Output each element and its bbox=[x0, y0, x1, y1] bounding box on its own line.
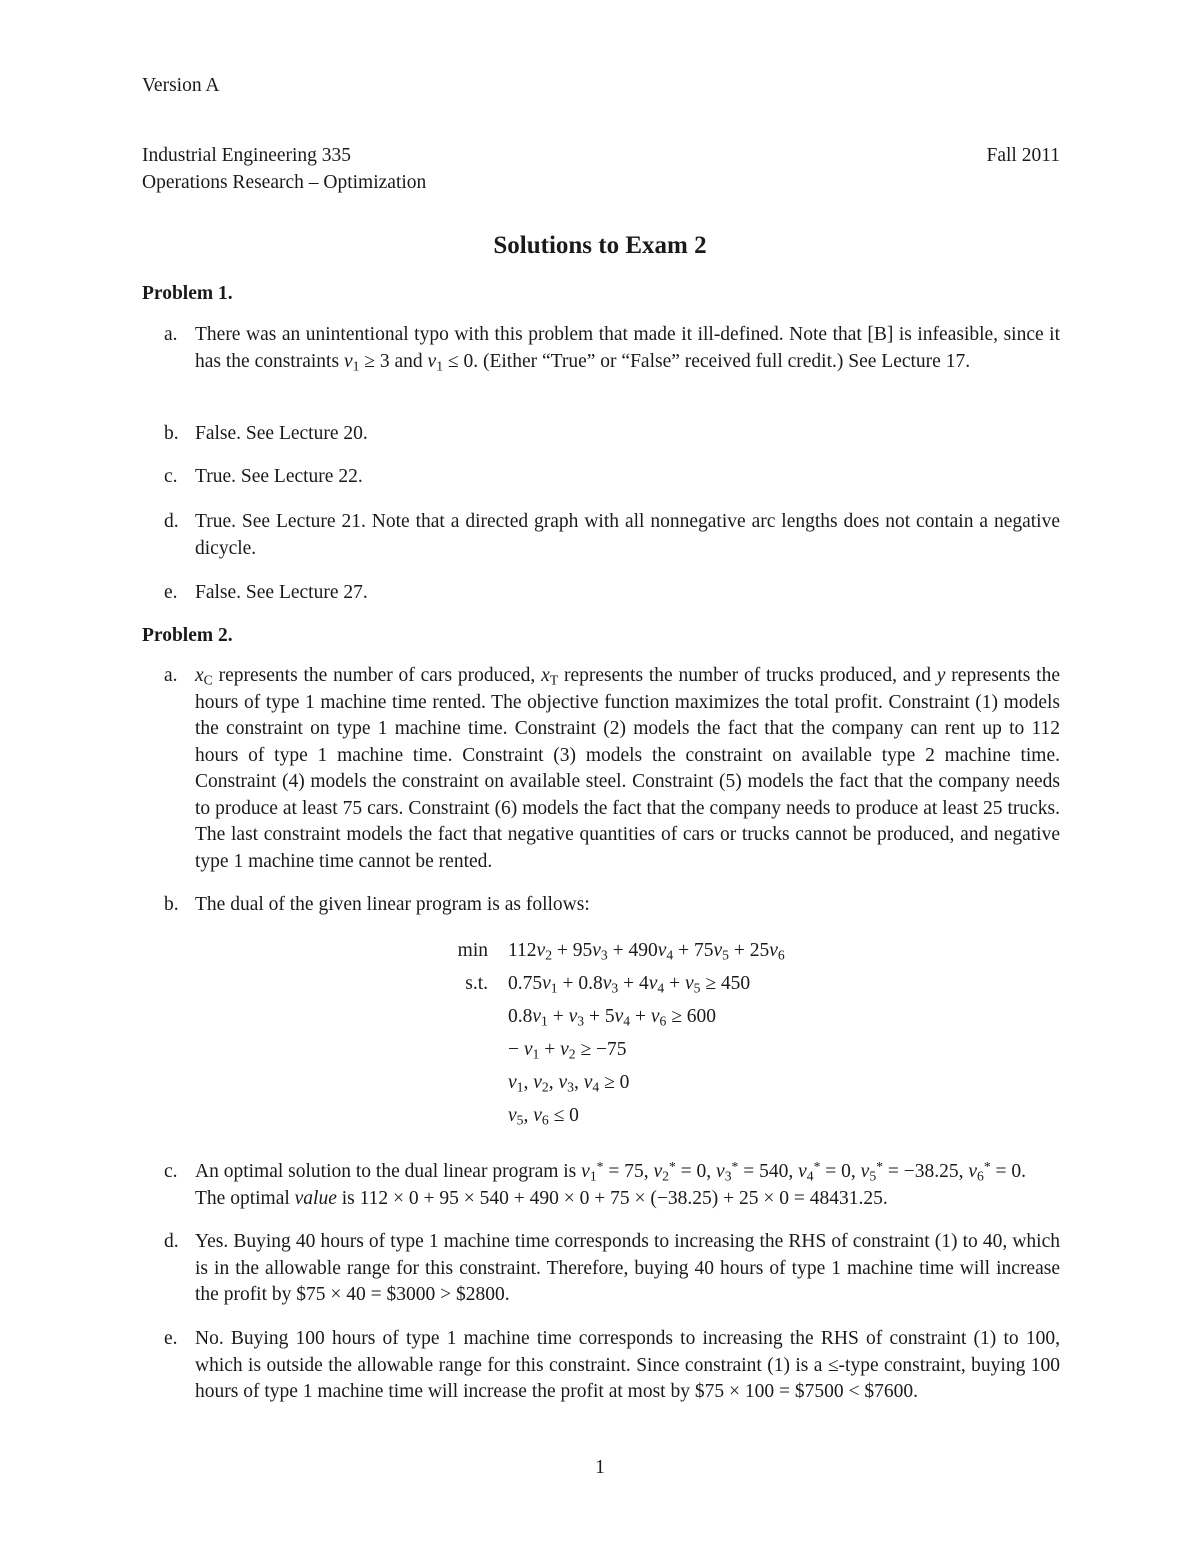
term-label: Fall 2011 bbox=[986, 145, 1060, 166]
part-label: c. bbox=[164, 1161, 178, 1182]
part-text: There was an unintentional typo with this problem that made it ill-defined. Note that [B] is infeasible, since it has the constraints $v_1 \ge 3$ and $v_1 \le 0$. (Either “True” or “False” received full credit.) See Lecture 17. bbox=[195, 324, 1060, 373]
problem-2-part-d bbox=[164, 1229, 1060, 1309]
lp-constraint-expr: $0.75v_1 + 0.8v_3 + 4v_4 + v_5 \ge 450$ bbox=[508, 973, 751, 996]
problem-1-part-d bbox=[164, 509, 1060, 562]
course-subtitle: Operations Research – Optimization bbox=[142, 172, 427, 193]
page-number: 1 bbox=[595, 1457, 605, 1478]
part-label: c. bbox=[164, 466, 178, 487]
version-label: Version A bbox=[142, 75, 220, 96]
part-label: b. bbox=[164, 894, 179, 915]
problem-1-heading: Problem 1. bbox=[142, 283, 233, 304]
course-name: Industrial Engineering 335 bbox=[142, 145, 352, 166]
problem-1-part-c bbox=[164, 464, 1060, 491]
part-text: An optimal solution to the dual linear program is $v_1^* = 75$, $v_2^* = 0$, $v_3^* = 540$, $v_4^* = 0$, $v_5^* = -38.25$, $v_6^* = 0$. The optimal value is 112 × 0 + 95 × 540 + 490 × 0 + 75 × (−38.25) + 25 × 0 = 48431.25. bbox=[195, 1158, 1027, 1209]
problem-2-heading: Problem 2. bbox=[142, 625, 233, 646]
part-text: False. See Lecture 20. bbox=[195, 423, 368, 444]
part-label: d. bbox=[164, 511, 179, 532]
lp-constraint-expr: $0.8v_1 + v_3 + 5v_4 + v_6 \ge 600$ bbox=[508, 1006, 717, 1029]
part-text: True. See Lecture 22. bbox=[195, 466, 363, 487]
part-label: e. bbox=[164, 582, 178, 603]
part-label: b. bbox=[164, 423, 179, 444]
problem-1-part-a bbox=[164, 322, 1060, 375]
part-label: d. bbox=[164, 1231, 179, 1252]
problem-1-part-e bbox=[164, 580, 1060, 607]
part-text: False. See Lecture 27. bbox=[195, 582, 368, 603]
part-text: Yes. Buying 40 hours of type 1 machine time corresponds to increasing the RHS of constraint (1) to 40, which is in the allowable range for this constraint. Therefore, buying 40 hours of type 1 machine time will increase the profit by $75 × 40 = $3000 > $2800. bbox=[195, 1231, 1060, 1305]
lp-min-label: min bbox=[457, 940, 488, 961]
lp-constraint-expr: $v_1$, $v_2$, $v_3$, $v_4 \ge 0$ bbox=[508, 1072, 630, 1095]
part-text: No. Buying 100 hours of type 1 machine time corresponds to increasing the RHS of constraint (1) to 100, which is outside the allowable range for this constraint. Since constraint (1) is a ≤-type constraint, buying 100 hours of type 1 machine time will increase the profit at most by $75 × 100 = $7500 < $7600. bbox=[195, 1328, 1060, 1402]
lp-constraint-expr: − $v_1 + v_2 \ge -75$ bbox=[508, 1039, 627, 1062]
part-label: a. bbox=[164, 324, 178, 345]
part-label: a. bbox=[164, 665, 178, 686]
problem-1-part-b bbox=[164, 421, 1060, 448]
problem-2-part-e bbox=[164, 1326, 1060, 1406]
problem-2-part-a bbox=[164, 663, 1060, 875]
problem-2-part-c bbox=[164, 1159, 1060, 1212]
part-text: $x_C$ represents the number of cars produced, $x_T$ represents the number of trucks produced, and y represents the hours of type 1 machine time rented. The objective function maximizes the total profit. Constraint (1) models the constraint on type 1 machine time. Constraint (2) models the fact that the company can rent up to 112 hours of type 1 machine time. Constraint (3) models the constraint on available type 2 machine time. Constraint (4) models the constraint on available steel. Constraint (5) models the fact that the company needs to produce at least 75 cars. Constraint (6) models the fact that the company needs to produce at least 25 trucks. The last constraint models the fact that negative quantities of cars or trucks cannot be produced, and negative type 1 machine time cannot be rented. bbox=[195, 665, 1061, 872]
problem-2-part-b bbox=[164, 892, 1060, 919]
lp-st-label: s.t. bbox=[465, 973, 488, 994]
page-title: Solutions to Exam 2 bbox=[493, 232, 707, 259]
lp-constraint-expr: $v_5$, $v_6 \le 0$ bbox=[508, 1105, 579, 1128]
part-text: The dual of the given linear program is as follows: bbox=[195, 894, 590, 915]
part-text: True. See Lecture 21. Note that a directed graph with all nonnegative arc lengths does not contain a negative dicycle. bbox=[195, 511, 1060, 559]
lp-objective-expr: $112v_2 + 95v_3 + 490v_4 + 75v_5 + 25v_6$ bbox=[508, 940, 785, 963]
part-label: e. bbox=[164, 1328, 178, 1349]
